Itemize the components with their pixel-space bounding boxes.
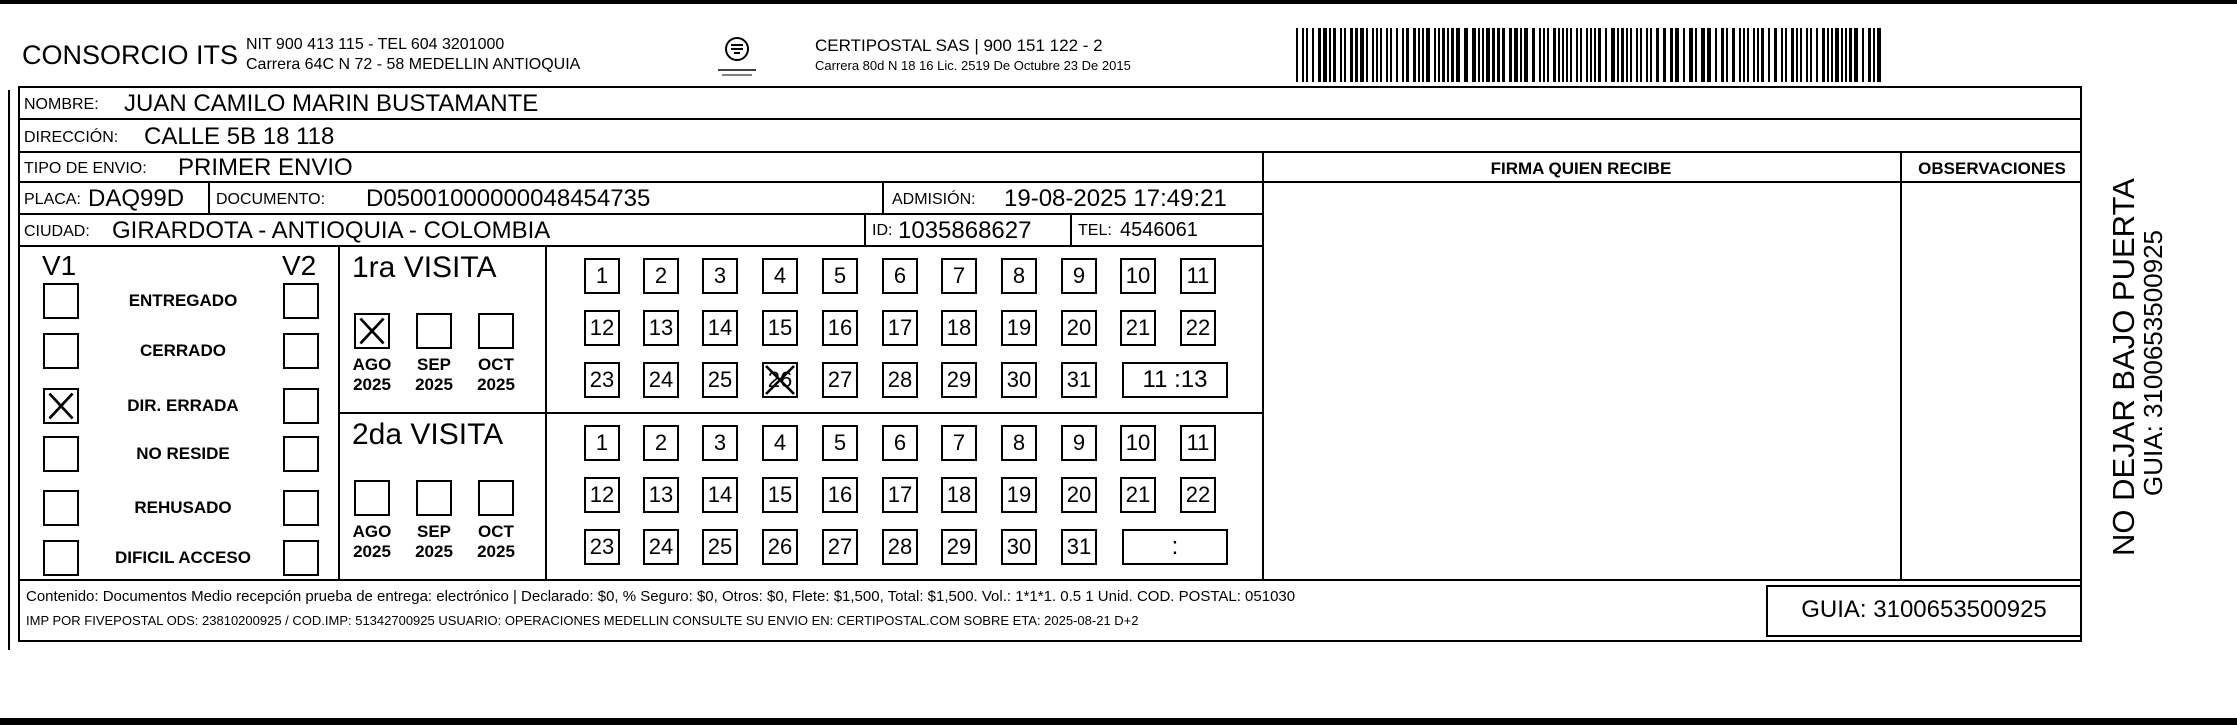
status-v2-checkbox[interactable]	[283, 490, 319, 526]
day-box[interactable]: 20	[1061, 310, 1097, 346]
status-label: REHUSADO	[134, 498, 232, 517]
day-box[interactable]: 6	[882, 425, 918, 461]
ship-type-value: PRIMER ENVIO	[178, 154, 353, 181]
tel-value: 4546061	[1120, 219, 1198, 241]
day-box[interactable]: 29	[941, 529, 977, 565]
day-box[interactable]: 10	[1120, 258, 1156, 294]
month-name: SEP	[416, 355, 452, 374]
observations-header: OBSERVACIONES	[1918, 159, 2066, 178]
col-line	[864, 213, 866, 245]
status-v2-checkbox[interactable]	[283, 283, 319, 319]
day-box[interactable]: 23	[584, 362, 620, 398]
day-box[interactable]: 14	[702, 477, 738, 513]
v2-label: V2	[282, 250, 317, 281]
day-box[interactable]: 26	[762, 362, 798, 398]
visit-divider	[338, 412, 1262, 414]
month-year: 2025	[477, 375, 515, 394]
day-box[interactable]: 2	[643, 258, 679, 294]
city-value: GIRARDOTA - ANTIOQUIA - COLOMBIA	[112, 217, 551, 244]
carrier-name: CERTIPOSTAL SAS | 900 151 122 - 2	[815, 36, 1103, 55]
status-label: DIFICIL ACCESO	[114, 548, 251, 567]
day-box[interactable]: 18	[941, 310, 977, 346]
top-border	[0, 0, 2237, 4]
status-label: DIR. ERRADA	[127, 396, 239, 415]
day-box[interactable]: 6	[882, 258, 918, 294]
day-box[interactable]: 12	[584, 477, 620, 513]
x-mark-icon	[356, 315, 388, 347]
content-line: Contenido: Documentos Medio recepción prueba de entrega: electrónico | Declarado: $0, % Seguro: $0, Otros: $0, Flete: $1,500, Total: $1,500. Vol.: 1*1*1. 0.5 1 Unid. COD. POSTAL: 051030	[26, 588, 1296, 605]
day-box[interactable]: 7	[941, 425, 977, 461]
imp-line: IMP POR FIVEPOSTAL ODS: 23810200925 / COD.IMP: 51342700925 USUARIO: OPERACIONES MEDELLIN CONSULTE SU ENVIO EN: CERTIPOSTAL.COM SOBRE ETA: 2025-08-21 D+2	[26, 613, 1139, 628]
month-label	[344, 522, 400, 562]
day-box[interactable]: 27	[822, 529, 858, 565]
day-box[interactable]: 19	[1001, 310, 1037, 346]
time-box[interactable]: 11 :13	[1122, 362, 1228, 398]
day-box[interactable]: 3	[702, 425, 738, 461]
admission-label: ADMISIÓN:	[892, 191, 976, 208]
signature-header: FIRMA QUIEN RECIBE	[1490, 159, 1672, 178]
month-checkbox[interactable]	[354, 480, 390, 516]
day-box[interactable]: 14	[702, 310, 738, 346]
side-line-2: GUIA: 3100653500925	[2138, 230, 2168, 496]
month-label	[406, 522, 462, 562]
row-line	[18, 213, 1262, 215]
day-box[interactable]: 21	[1120, 477, 1156, 513]
tel-label: TEL:	[1078, 222, 1112, 239]
status-v2-checkbox[interactable]	[283, 436, 319, 472]
status-v1-checkbox[interactable]	[43, 333, 79, 369]
id-label: ID:	[872, 222, 893, 239]
day-box[interactable]: 11	[1180, 425, 1216, 461]
day-box[interactable]: 4	[762, 425, 798, 461]
day-box[interactable]: 1	[584, 425, 620, 461]
col-line	[1070, 213, 1072, 245]
day-box[interactable]: 15	[762, 477, 798, 513]
day-box[interactable]: 29	[941, 362, 977, 398]
side-line-1: NO DEJAR BAJO PUERTA	[2106, 178, 2141, 556]
document-value: D05001000000048454735	[366, 185, 651, 212]
address-value: CALLE 5B 18 118	[144, 123, 335, 150]
status-v1-checkbox[interactable]	[43, 436, 79, 472]
day-box[interactable]: 23	[584, 529, 620, 565]
day-box[interactable]: 10	[1120, 425, 1156, 461]
month-year: 2025	[353, 375, 391, 394]
day-box[interactable]: 12	[584, 310, 620, 346]
month-year: 2025	[477, 542, 515, 561]
company-nit: NIT 900 413 115 - TEL 604 3201000	[246, 36, 505, 53]
day-box[interactable]: 25	[702, 529, 738, 565]
row-line	[18, 245, 1262, 247]
day-box[interactable]: 28	[882, 362, 918, 398]
address-label: DIRECCIÓN:	[24, 129, 119, 146]
time-box[interactable]: :	[1122, 529, 1228, 565]
day-box[interactable]: 18	[941, 477, 977, 513]
day-box[interactable]: 13	[643, 310, 679, 346]
name-label: NOMBRE:	[24, 96, 99, 113]
month-name: AGO	[352, 355, 392, 374]
visit-title: 1ra VISITA	[352, 251, 497, 284]
day-box[interactable]: 25	[702, 362, 738, 398]
day-box[interactable]: 16	[822, 477, 858, 513]
col-line	[208, 181, 210, 213]
day-box[interactable]: 24	[643, 529, 679, 565]
day-box[interactable]: 8	[1001, 258, 1037, 294]
col-line	[1900, 151, 1902, 579]
company-address: Carrera 64C N 72 - 58 MEDELLIN ANTIOQUIA	[246, 56, 581, 73]
day-box[interactable]: 28	[882, 529, 918, 565]
month-name: OCT	[478, 355, 514, 374]
month-label	[406, 355, 462, 395]
status-v1-checkbox[interactable]	[43, 540, 79, 576]
visit-title: 2da VISITA	[352, 418, 504, 451]
month-name: OCT	[478, 522, 514, 541]
month-checkbox[interactable]	[416, 313, 452, 349]
day-box[interactable]: 2	[643, 425, 679, 461]
plate-label: PLACA:	[24, 191, 81, 208]
company-name: CONSORCIO ITS	[22, 40, 239, 70]
id-value: 1035868627	[898, 217, 1032, 244]
month-name: SEP	[416, 522, 452, 541]
col-line	[882, 181, 884, 213]
day-box[interactable]: 19	[1001, 477, 1037, 513]
month-year: 2025	[415, 542, 453, 561]
status-label: ENTREGADO	[128, 291, 238, 310]
day-box[interactable]: 22	[1180, 477, 1216, 513]
month-label	[468, 522, 524, 562]
status-v2-checkbox[interactable]	[283, 333, 319, 369]
side-text	[2086, 86, 2168, 556]
carrier-address: Carrera 80d N 18 16 Lic. 2519 De Octubre 23 De 2015	[815, 58, 1131, 73]
day-box[interactable]: 30	[1001, 529, 1037, 565]
month-year: 2025	[353, 542, 391, 561]
month-checkbox[interactable]	[416, 480, 452, 516]
left-bracket	[8, 90, 10, 650]
city-label: CIUDAD:	[24, 223, 90, 240]
admission-value: 19-08-2025 17:49:21	[1004, 185, 1227, 212]
status-v1-checkbox[interactable]	[43, 388, 79, 424]
day-box[interactable]: 16	[822, 310, 858, 346]
status-v1-checkbox[interactable]	[43, 490, 79, 526]
day-box[interactable]: 31	[1061, 362, 1097, 398]
status-label: CERRADO	[140, 341, 226, 360]
day-box[interactable]: 1	[584, 258, 620, 294]
day-box[interactable]: 31	[1061, 529, 1097, 565]
ship-type-label: TIPO DE ENVIO:	[24, 160, 147, 177]
month-checkbox[interactable]	[478, 313, 514, 349]
guia-box-text: GUIA: 3100653500925	[1801, 596, 2047, 623]
day-box[interactable]: 13	[643, 477, 679, 513]
month-checkbox[interactable]	[354, 313, 390, 349]
day-box[interactable]: 4	[762, 258, 798, 294]
name-value: JUAN CAMILO MARIN BUSTAMANTE	[124, 90, 539, 117]
status-label: NO RESIDE	[136, 444, 230, 463]
day-box[interactable]: 5	[822, 425, 858, 461]
day-box[interactable]: 17	[882, 310, 918, 346]
x-mark-icon	[45, 390, 77, 422]
status-v2-checkbox[interactable]	[283, 540, 319, 576]
day-box[interactable]: 20	[1061, 477, 1097, 513]
day-box[interactable]: 11	[1180, 258, 1216, 294]
barcode	[1296, 28, 1886, 82]
row-line	[18, 151, 2082, 153]
col-line	[1262, 151, 1264, 579]
day-box[interactable]: 17	[882, 477, 918, 513]
day-box[interactable]: 3	[702, 258, 738, 294]
month-name: AGO	[352, 522, 392, 541]
day-box[interactable]: 22	[1180, 310, 1216, 346]
day-box[interactable]: 15	[762, 310, 798, 346]
plate-value: DAQ99D	[88, 185, 185, 212]
day-box[interactable]: 7	[941, 258, 977, 294]
day-box[interactable]: 26	[762, 529, 798, 565]
status-v2-checkbox[interactable]	[283, 388, 319, 424]
row-line	[18, 579, 2082, 581]
day-box[interactable]: 8	[1001, 425, 1037, 461]
document-label: DOCUMENTO:	[216, 191, 326, 208]
month-checkbox[interactable]	[478, 480, 514, 516]
x-mark-icon	[762, 362, 798, 398]
status-v1-checkbox[interactable]	[43, 283, 79, 319]
row-line	[18, 118, 2082, 120]
day-box[interactable]: 30	[1001, 362, 1037, 398]
month-label	[344, 355, 400, 395]
day-box[interactable]: 9	[1061, 425, 1097, 461]
month-label	[468, 355, 524, 395]
day-box[interactable]: 27	[822, 362, 858, 398]
month-year: 2025	[415, 375, 453, 394]
certipostal-logo	[712, 34, 762, 80]
day-box[interactable]: 9	[1061, 258, 1097, 294]
day-box[interactable]: 21	[1120, 310, 1156, 346]
day-box[interactable]: 5	[822, 258, 858, 294]
bottom-border	[0, 718, 2237, 725]
v1-label: V1	[42, 250, 77, 281]
day-box[interactable]: 24	[643, 362, 679, 398]
